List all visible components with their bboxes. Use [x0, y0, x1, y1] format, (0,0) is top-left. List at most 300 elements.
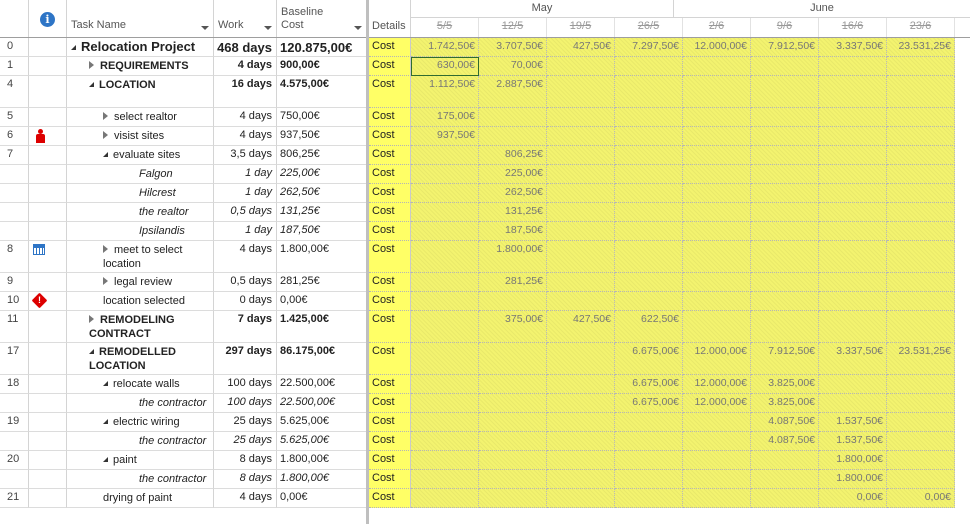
timescale-cost-cell[interactable] [479, 292, 547, 311]
expand-toggle-icon[interactable] [103, 245, 108, 253]
timescale-cost-cell[interactable] [479, 394, 547, 413]
timescale-cost-cell[interactable] [615, 57, 683, 76]
timescale-cost-cell[interactable] [547, 146, 615, 165]
work-cell[interactable]: 100 days [214, 375, 277, 394]
indicators-cell[interactable] [29, 470, 67, 489]
timescale-cost-cell[interactable] [887, 273, 955, 292]
task-row[interactable] [0, 146, 366, 165]
work-cell[interactable]: 7 days [214, 311, 277, 343]
timescale-cost-cell[interactable] [683, 413, 751, 432]
expand-toggle-icon[interactable] [103, 277, 108, 285]
task-name-cell[interactable] [67, 489, 214, 508]
timescale-cost-cell[interactable] [615, 292, 683, 311]
timescale-cost-cell[interactable] [751, 127, 819, 146]
timescale-cost-cell[interactable] [819, 76, 887, 108]
timescale-cost-cell[interactable] [683, 292, 751, 311]
row-id[interactable]: 0 [0, 38, 29, 57]
timescale-cost-cell[interactable]: 12.000,00€ [683, 394, 751, 413]
timescale-cost-cell[interactable] [819, 146, 887, 165]
row-id[interactable]: 6 [0, 127, 29, 146]
timescale-cost-cell[interactable]: 6.675,00€ [615, 375, 683, 394]
timescale-cost-cell[interactable] [479, 470, 547, 489]
assignment-row[interactable] [0, 165, 366, 184]
timescale-cost-cell[interactable]: 225,00€ [479, 165, 547, 184]
timescale-cost-cell[interactable]: 3.825,00€ [751, 375, 819, 394]
timescale-cost-cell[interactable] [887, 413, 955, 432]
timescale-cost-cell[interactable] [887, 108, 955, 127]
timescale-cost-cell[interactable]: 6.675,00€ [615, 394, 683, 413]
timescale-cost-cell[interactable] [547, 413, 615, 432]
timescale-cost-cell[interactable]: 7.912,50€ [751, 38, 819, 57]
indicators-cell[interactable] [29, 413, 67, 432]
indicators-cell[interactable] [29, 57, 67, 76]
timescale-cost-cell[interactable] [751, 184, 819, 203]
timescale-cost-cell[interactable] [751, 203, 819, 222]
chevron-down-icon[interactable] [354, 26, 362, 30]
task-row[interactable] [0, 413, 366, 432]
assignment-row[interactable] [0, 432, 366, 451]
timescale-cost-cell[interactable] [887, 451, 955, 470]
baseline-cost-cell[interactable]: 131,25€ [277, 203, 366, 222]
timescale-cost-cell[interactable] [683, 127, 751, 146]
timescale-cost-cell[interactable]: 70,00€ [479, 57, 547, 76]
timescale-cost-cell[interactable] [615, 273, 683, 292]
column-header-task-name[interactable]: Task Name [67, 0, 214, 37]
timescale-cost-cell[interactable] [819, 375, 887, 394]
expand-toggle-icon[interactable] [89, 61, 94, 69]
task-name-cell[interactable] [67, 451, 214, 470]
timescale-cost-cell[interactable]: 1.800,00€ [819, 470, 887, 489]
timescale-cost-cell[interactable] [751, 241, 819, 273]
timescale-cost-cell[interactable]: 7.912,50€ [751, 343, 819, 375]
timescale-cost-cell[interactable] [751, 108, 819, 127]
timescale-cost-cell[interactable]: 187,50€ [479, 222, 547, 241]
task-name-cell[interactable] [67, 57, 214, 76]
column-header-work[interactable]: Work [214, 0, 277, 37]
row-id[interactable]: 10 [0, 292, 29, 311]
task-row[interactable] [0, 241, 366, 273]
timescale-cost-cell[interactable] [683, 489, 751, 508]
timescale-cost-cell[interactable] [819, 222, 887, 241]
timescale-cost-cell[interactable] [479, 343, 547, 375]
timescale-cost-cell[interactable] [547, 76, 615, 108]
baseline-cost-cell[interactable]: 900,00€ [277, 57, 366, 76]
timescale-cost-cell[interactable]: 622,50€ [615, 311, 683, 343]
baseline-cost-cell[interactable]: 1.425,00€ [277, 311, 366, 343]
timescale-cost-cell[interactable]: 1.742,50€ [411, 38, 479, 57]
work-cell[interactable]: 8 days [214, 451, 277, 470]
chevron-down-icon[interactable] [264, 26, 272, 30]
work-cell[interactable]: 25 days [214, 432, 277, 451]
work-cell[interactable]: 4 days [214, 489, 277, 508]
timescale-cost-cell[interactable]: 1.800,00€ [819, 451, 887, 470]
indicators-cell[interactable] [29, 222, 67, 241]
indicators-cell[interactable] [29, 394, 67, 413]
timescale-cost-cell[interactable] [887, 470, 955, 489]
indicators-cell[interactable] [29, 432, 67, 451]
timescale-cost-cell[interactable] [751, 76, 819, 108]
row-id[interactable] [0, 432, 29, 451]
task-row[interactable] [0, 127, 366, 146]
timescale-cost-cell[interactable] [819, 165, 887, 184]
task-name-cell[interactable] [67, 432, 214, 451]
timescale-cost-cell[interactable] [615, 432, 683, 451]
expand-toggle-icon[interactable] [103, 112, 108, 120]
timescale-cost-cell[interactable] [411, 489, 479, 508]
timescale-cost-cell[interactable] [887, 394, 955, 413]
timescale-cost-cell[interactable] [615, 76, 683, 108]
timescale-cost-cell[interactable]: 23.531,25€ [887, 343, 955, 375]
timescale-cost-cell[interactable] [683, 451, 751, 470]
baseline-cost-cell[interactable]: 0,00€ [277, 489, 366, 508]
timescale-cost-cell[interactable]: 2.887,50€ [479, 76, 547, 108]
timescale-cost-cell[interactable]: 427,50€ [547, 311, 615, 343]
work-cell[interactable]: 1 day [214, 184, 277, 203]
timescale-cost-cell[interactable] [411, 311, 479, 343]
task-name-cell[interactable] [67, 222, 214, 241]
baseline-cost-cell[interactable]: 262,50€ [277, 184, 366, 203]
timescale-cost-cell[interactable] [411, 165, 479, 184]
timescale-cost-cell[interactable]: 3.337,50€ [819, 343, 887, 375]
baseline-cost-cell[interactable]: 1.800,00€ [277, 451, 366, 470]
timescale-cost-cell[interactable] [751, 165, 819, 184]
indicators-cell[interactable] [29, 76, 67, 108]
timescale-cost-cell[interactable]: 427,50€ [547, 38, 615, 57]
timescale-cost-cell[interactable] [683, 57, 751, 76]
timescale-cost-cell[interactable] [819, 127, 887, 146]
task-name-cell[interactable] [67, 241, 214, 273]
timescale-cost-cell[interactable] [547, 57, 615, 76]
row-id[interactable]: 19 [0, 413, 29, 432]
row-id[interactable] [0, 394, 29, 413]
indicators-cell[interactable] [29, 165, 67, 184]
timescale-cost-cell[interactable] [683, 165, 751, 184]
expand-toggle-icon[interactable] [89, 315, 94, 323]
timescale-cost-cell[interactable] [411, 375, 479, 394]
indicators-cell[interactable] [29, 146, 67, 165]
timescale-cost-cell[interactable] [887, 146, 955, 165]
timescale-cost-cell[interactable] [479, 127, 547, 146]
timescale-cost-cell[interactable]: 3.707,50€ [479, 38, 547, 57]
collapse-toggle-icon[interactable] [89, 349, 94, 354]
timescale-cost-cell[interactable]: 1.112,50€ [411, 76, 479, 108]
timescale-cost-cell[interactable] [819, 108, 887, 127]
timescale-cost-cell[interactable] [615, 127, 683, 146]
timescale-cost-cell[interactable] [411, 203, 479, 222]
timescale-cost-cell[interactable] [479, 108, 547, 127]
timescale-cost-cell[interactable]: 0,00€ [819, 489, 887, 508]
timescale-cost-cell[interactable]: 175,00€ [411, 108, 479, 127]
row-id[interactable]: 4 [0, 76, 29, 108]
timescale-cost-cell[interactable] [819, 57, 887, 76]
details-column-header[interactable]: Details [369, 0, 411, 37]
timescale-cost-cell[interactable] [411, 470, 479, 489]
timescale-cost-cell[interactable] [411, 184, 479, 203]
row-id[interactable]: 9 [0, 273, 29, 292]
timescale-cost-cell[interactable] [819, 203, 887, 222]
timescale-cost-cell[interactable] [683, 241, 751, 273]
timescale-cost-cell[interactable] [819, 292, 887, 311]
task-name-cell[interactable] [67, 165, 214, 184]
row-id[interactable]: 20 [0, 451, 29, 470]
indicators-cell[interactable] [29, 108, 67, 127]
task-row[interactable] [0, 451, 366, 470]
baseline-cost-cell[interactable]: 225,00€ [277, 165, 366, 184]
timescale-cost-cell[interactable] [819, 394, 887, 413]
timescale-cost-cell[interactable] [751, 292, 819, 311]
baseline-cost-cell[interactable]: 806,25€ [277, 146, 366, 165]
task-name-cell[interactable] [67, 375, 214, 394]
timescale-cost-cell[interactable] [683, 470, 751, 489]
work-cell[interactable]: 1 day [214, 165, 277, 184]
task-name-cell[interactable] [67, 343, 214, 375]
task-row[interactable] [0, 57, 366, 76]
task-row[interactable] [0, 343, 366, 375]
task-name-cell[interactable] [67, 394, 214, 413]
timescale-cost-cell[interactable] [887, 57, 955, 76]
timescale-cost-cell[interactable] [547, 489, 615, 508]
timescale-cost-cell[interactable] [411, 413, 479, 432]
timescale-cost-cell[interactable] [751, 311, 819, 343]
row-id[interactable]: 11 [0, 311, 29, 343]
column-header-id[interactable] [0, 0, 29, 37]
task-row[interactable] [0, 273, 366, 292]
timescale-cost-cell[interactable] [751, 146, 819, 165]
collapse-toggle-icon[interactable] [103, 457, 108, 462]
row-id[interactable]: 5 [0, 108, 29, 127]
task-name-cell[interactable] [67, 127, 214, 146]
timescale-cost-cell[interactable] [683, 273, 751, 292]
work-cell[interactable]: 3,5 days [214, 146, 277, 165]
baseline-cost-cell[interactable]: 86.175,00€ [277, 343, 366, 375]
timescale-cost-cell[interactable] [615, 146, 683, 165]
timescale-cost-cell[interactable]: 3.825,00€ [751, 394, 819, 413]
timescale-cost-cell[interactable] [887, 241, 955, 273]
baseline-cost-cell[interactable]: 4.575,00€ [277, 76, 366, 108]
timescale-cost-cell[interactable] [411, 394, 479, 413]
collapse-toggle-icon[interactable] [103, 381, 108, 386]
timescale-cost-cell[interactable] [411, 451, 479, 470]
task-name-cell[interactable] [67, 203, 214, 222]
timescale-cost-cell[interactable] [411, 343, 479, 375]
timescale-cost-cell[interactable]: 375,00€ [479, 311, 547, 343]
task-name-cell[interactable] [67, 413, 214, 432]
timescale-cost-cell[interactable] [751, 222, 819, 241]
timescale-cost-cell[interactable] [411, 432, 479, 451]
timescale-cost-cell[interactable] [615, 108, 683, 127]
work-cell[interactable]: 1 day [214, 222, 277, 241]
timescale-cost-cell[interactable] [887, 76, 955, 108]
indicators-cell[interactable] [29, 451, 67, 470]
timescale-cost-cell[interactable] [887, 311, 955, 343]
work-cell[interactable]: 100 days [214, 394, 277, 413]
row-id[interactable] [0, 184, 29, 203]
timescale-cost-cell[interactable]: 0,00€ [887, 489, 955, 508]
task-row[interactable] [0, 108, 366, 127]
timescale-cost-cell[interactable] [751, 489, 819, 508]
work-cell[interactable]: 468 days [214, 38, 277, 57]
timescale-cost-cell[interactable]: 3.337,50€ [819, 38, 887, 57]
timescale-cost-cell[interactable]: 131,25€ [479, 203, 547, 222]
row-id[interactable] [0, 203, 29, 222]
timescale-cost-cell[interactable] [683, 146, 751, 165]
timescale-cost-cell[interactable] [547, 108, 615, 127]
timescale-cost-cell[interactable] [547, 127, 615, 146]
task-name-cell[interactable] [67, 38, 214, 57]
timescale-cost-cell[interactable]: 262,50€ [479, 184, 547, 203]
timescale-cost-cell[interactable] [547, 343, 615, 375]
row-id[interactable] [0, 165, 29, 184]
timescale-cost-cell[interactable] [615, 203, 683, 222]
timescale-cost-cell[interactable] [547, 292, 615, 311]
timescale-cost-cell[interactable] [887, 292, 955, 311]
timescale-cost-cell[interactable] [547, 451, 615, 470]
timescale-cost-cell[interactable] [887, 203, 955, 222]
timescale-cost-cell[interactable] [615, 489, 683, 508]
assignment-row[interactable] [0, 203, 366, 222]
timescale-cost-cell[interactable] [887, 165, 955, 184]
timescale-cost-cell[interactable] [547, 375, 615, 394]
baseline-cost-cell[interactable]: 120.875,00€ [277, 38, 366, 57]
timescale-cost-cell[interactable] [887, 127, 955, 146]
indicators-cell[interactable] [29, 273, 67, 292]
indicators-cell[interactable] [29, 292, 67, 311]
timescale-cost-cell[interactable] [547, 222, 615, 241]
timescale-cost-cell[interactable]: 281,25€ [479, 273, 547, 292]
timescale-cost-cell[interactable]: 12.000,00€ [683, 38, 751, 57]
timescale-cost-cell[interactable] [751, 57, 819, 76]
timescale-cost-cell[interactable] [819, 311, 887, 343]
work-cell[interactable]: 0,5 days [214, 203, 277, 222]
timescale-cost-cell[interactable]: 7.297,50€ [615, 38, 683, 57]
timescale-cost-cell[interactable] [479, 451, 547, 470]
indicators-cell[interactable] [29, 311, 67, 343]
row-id[interactable]: 8 [0, 241, 29, 273]
timescale-cost-cell[interactable] [615, 413, 683, 432]
row-id[interactable] [0, 470, 29, 489]
baseline-cost-cell[interactable]: 0,00€ [277, 292, 366, 311]
task-row[interactable] [0, 76, 366, 108]
indicators-cell[interactable] [29, 127, 67, 146]
row-id[interactable]: 18 [0, 375, 29, 394]
timescale-cost-cell[interactable] [683, 432, 751, 451]
timescale-cost-cell[interactable]: 4.087,50€ [751, 413, 819, 432]
timescale-cost-cell[interactable] [683, 76, 751, 108]
baseline-cost-cell[interactable]: 1.800,00€ [277, 470, 366, 489]
timescale-cost-cell[interactable]: 1.537,50€ [819, 432, 887, 451]
timescale-cost-cell[interactable] [547, 394, 615, 413]
timescale-cost-cell[interactable] [751, 451, 819, 470]
indicators-cell[interactable] [29, 489, 67, 508]
timescale-cost-cell[interactable] [683, 203, 751, 222]
timescale-cost-cell[interactable] [547, 432, 615, 451]
timescale-cost-cell[interactable] [479, 432, 547, 451]
timescale-cost-cell[interactable] [683, 222, 751, 241]
baseline-cost-cell[interactable]: 5.625,00€ [277, 432, 366, 451]
work-cell[interactable]: 297 days [214, 343, 277, 375]
row-id[interactable]: 21 [0, 489, 29, 508]
timescale-cost-cell[interactable] [411, 222, 479, 241]
timescale-cost-cell[interactable] [411, 146, 479, 165]
task-name-cell[interactable] [67, 292, 214, 311]
indicators-cell[interactable] [29, 241, 67, 273]
timescale-cost-cell[interactable] [683, 108, 751, 127]
expand-toggle-icon[interactable] [103, 131, 108, 139]
assignment-row[interactable] [0, 222, 366, 241]
timescale-cost-cell[interactable] [887, 184, 955, 203]
baseline-cost-cell[interactable]: 750,00€ [277, 108, 366, 127]
indicators-cell[interactable] [29, 375, 67, 394]
timescale-cost-cell[interactable]: 806,25€ [479, 146, 547, 165]
baseline-cost-cell[interactable]: 5.625,00€ [277, 413, 366, 432]
task-row[interactable] [0, 292, 366, 311]
column-header-baseline-cost[interactable]: Baseline Cost [277, 0, 366, 37]
task-name-cell[interactable] [67, 76, 214, 108]
timescale-cost-cell[interactable] [751, 470, 819, 489]
task-name-cell[interactable] [67, 273, 214, 292]
work-cell[interactable]: 0 days [214, 292, 277, 311]
collapse-toggle-icon[interactable] [103, 419, 108, 424]
work-cell[interactable]: 4 days [214, 57, 277, 76]
work-cell[interactable]: 16 days [214, 76, 277, 108]
row-id[interactable]: 17 [0, 343, 29, 375]
work-cell[interactable]: 0,5 days [214, 273, 277, 292]
baseline-cost-cell[interactable]: 1.800,00€ [277, 241, 366, 273]
timescale-cost-cell[interactable] [479, 413, 547, 432]
baseline-cost-cell[interactable]: 187,50€ [277, 222, 366, 241]
task-row[interactable] [0, 38, 366, 57]
baseline-cost-cell[interactable]: 22.500,00€ [277, 394, 366, 413]
row-id[interactable]: 1 [0, 57, 29, 76]
assignment-row[interactable] [0, 470, 366, 489]
timescale-cost-cell[interactable]: 12.000,00€ [683, 343, 751, 375]
work-cell[interactable]: 4 days [214, 241, 277, 273]
timescale-cost-cell[interactable] [411, 241, 479, 273]
collapse-toggle-icon[interactable] [71, 45, 76, 50]
timescale-cost-cell[interactable] [887, 375, 955, 394]
timescale-cost-cell[interactable]: 4.087,50€ [751, 432, 819, 451]
row-id[interactable]: 7 [0, 146, 29, 165]
work-cell[interactable]: 8 days [214, 470, 277, 489]
task-name-cell[interactable] [67, 108, 214, 127]
timescale-cost-cell[interactable]: 6.675,00€ [615, 343, 683, 375]
indicators-cell[interactable] [29, 184, 67, 203]
timescale-cost-cell[interactable]: 23.531,25€ [887, 38, 955, 57]
baseline-cost-cell[interactable]: 937,50€ [277, 127, 366, 146]
baseline-cost-cell[interactable]: 281,25€ [277, 273, 366, 292]
timescale-cost-cell[interactable] [547, 184, 615, 203]
timescale-cost-cell[interactable]: 1.537,50€ [819, 413, 887, 432]
timescale-cost-cell[interactable] [615, 165, 683, 184]
collapse-toggle-icon[interactable] [103, 152, 108, 157]
baseline-cost-cell[interactable]: 22.500,00€ [277, 375, 366, 394]
collapse-toggle-icon[interactable] [89, 82, 94, 87]
timescale-cost-cell[interactable]: 630,00€ [411, 57, 479, 76]
timescale-cost-cell[interactable]: 937,50€ [411, 127, 479, 146]
task-name-cell[interactable] [67, 146, 214, 165]
task-name-cell[interactable] [67, 470, 214, 489]
timescale-cost-cell[interactable] [615, 241, 683, 273]
task-name-cell[interactable] [67, 311, 214, 343]
column-header-indicators[interactable] [29, 0, 67, 37]
timescale-cost-cell[interactable] [819, 273, 887, 292]
assignment-row[interactable] [0, 184, 366, 203]
indicators-cell[interactable] [29, 343, 67, 375]
assignment-row[interactable] [0, 394, 366, 413]
task-row[interactable] [0, 375, 366, 394]
timescale-cost-cell[interactable]: 12.000,00€ [683, 375, 751, 394]
timescale-cost-cell[interactable] [411, 273, 479, 292]
